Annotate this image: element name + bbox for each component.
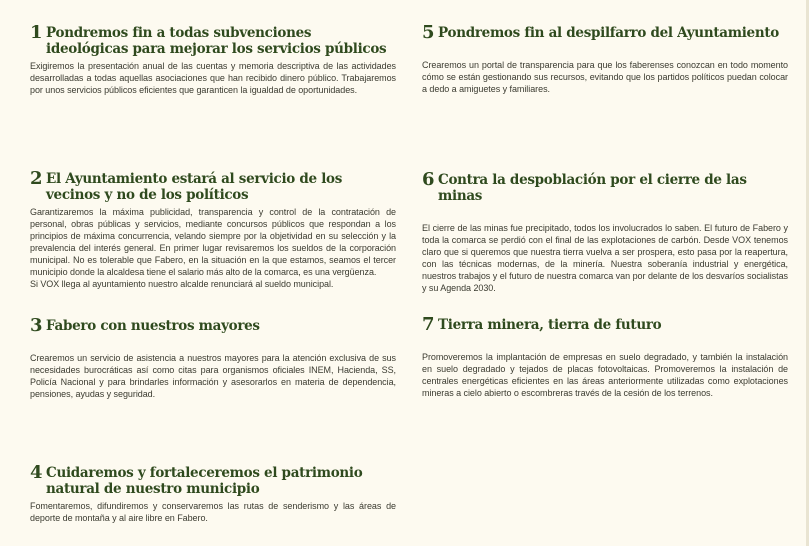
section-paragraph: Crearemos un servicio de asistencia a nuestros mayores para la atención exclusiva de sus necesidades burocráticas así como citas para organismos oficiales INEM, Hacienda, SS, Policía Nacional y para brindarles información y asesorarlos en materia de dependencia, pensiones, ayudas y seguridad. — [30, 353, 396, 399]
section-heading — [30, 462, 396, 497]
section-3 — [30, 315, 396, 400]
section-title: Pondremos fin al despilfarro del Ayuntamiento — [438, 25, 779, 41]
section-6 — [422, 169, 788, 294]
section-number: 7 — [422, 314, 435, 335]
section-title: El Ayuntamiento estará al servicio de los vecinos y no de los políticos — [46, 171, 343, 203]
section-paragraph: Si VOX llega al ayuntamiento nuestro alcalde renunciará al sueldo municipal. — [30, 279, 334, 289]
section-paragraph: Garantizaremos la máxima publicidad, transparencia y control de la contratación de personal, obras públicas y servicios, mediante concursos públicos que respondan a los principios de máxima concurrencia, velando siempre por la objetividad en su selección y la prevalencia del interés general. En primer lugar revisaremos los sueldos de la corporación municipal. No es tolerable que Fabero, en la situación en la que estamos, seamos el tercer municipio donde la alcaldesa tiene el salario más alto de la comarca, es una vergüenza. — [30, 207, 396, 277]
section-number: 6 — [422, 169, 435, 190]
section-paragraph: Exigiremos la presentación anual de las cuentas y memoria descriptiva de las actividades desarrolladas a todas aquellas asociaciones que han recibido dinero público. Trabajaremos por unos servicios públicos eficientes que garanticen la igualdad de oportunidades. — [30, 61, 396, 95]
section-body — [422, 59, 788, 95]
section-body — [30, 60, 396, 96]
section-number: 5 — [422, 22, 435, 43]
section-paragraph: El cierre de las minas fue precipitado, todos los involucrados lo saben. El futuro de Fabero y toda la comarca se perdió con el final de las explotaciones de carbón. Desde VOX tenemos claro que si queremos que nuestra tierra vuelva a ser prospera, esto pasa por la reapertura, con las técnicas modernas, de la minería. Nuestra soberanía industrial y energética, nuestros trabajos y el futuro de nuestra comarca van por delante de los desvaríos socialistas y su Agenda 2030. — [422, 223, 788, 293]
section-number: 2 — [30, 168, 43, 189]
section-paragraph: Fomentaremos, difundiremos y conservaremos las rutas de senderismo y las áreas de deporte de montaña y al aire libre en Fabero. — [30, 501, 396, 523]
section-heading — [422, 314, 788, 335]
section-body — [30, 500, 396, 524]
section-body — [422, 222, 788, 294]
section-heading — [422, 169, 788, 204]
section-4 — [30, 462, 396, 524]
section-body — [30, 352, 396, 400]
section-5 — [422, 22, 788, 95]
section-heading — [30, 168, 396, 203]
section-title: Tierra minera, tierra de futuro — [438, 317, 662, 333]
section-paragraph: Promoveremos la implantación de empresas en suelo degradado, y también la instalación en suelo degradado y tejados de placas fotovoltaicas. Promoveremos la instalación de centrales energéticas eficientes en las áreas anteriormente utilizadas como explotaciones mineras a cielo abierto o escombreras través de la cesión de los terrenos. — [422, 352, 788, 398]
section-heading — [422, 22, 788, 43]
section-7 — [422, 314, 788, 399]
section-title: Pondremos fin a todas subvenciones ideológicas para mejorar los servicios públicos — [46, 25, 387, 57]
section-heading — [30, 22, 396, 57]
section-number: 4 — [30, 462, 43, 483]
section-title: Contra la despoblación por el cierre de las minas — [438, 172, 747, 204]
section-1 — [30, 22, 396, 96]
section-heading — [30, 315, 396, 336]
section-title: Fabero con nuestros mayores — [46, 318, 260, 334]
section-body — [422, 351, 788, 399]
section-number: 1 — [30, 22, 43, 43]
section-number: 3 — [30, 315, 43, 336]
section-paragraph: Crearemos un portal de transparencia para que los faberenses conozcan en todo momento cómo se están gestionando sus recursos, evitando que los partidos políticos puedan colocar a dedo a amiguetes y familiares. — [422, 60, 788, 94]
section-2 — [30, 168, 396, 290]
section-body — [30, 206, 396, 290]
section-title: Cuidaremos y fortaleceremos el patrimonio natural de nuestro municipio — [46, 465, 363, 497]
